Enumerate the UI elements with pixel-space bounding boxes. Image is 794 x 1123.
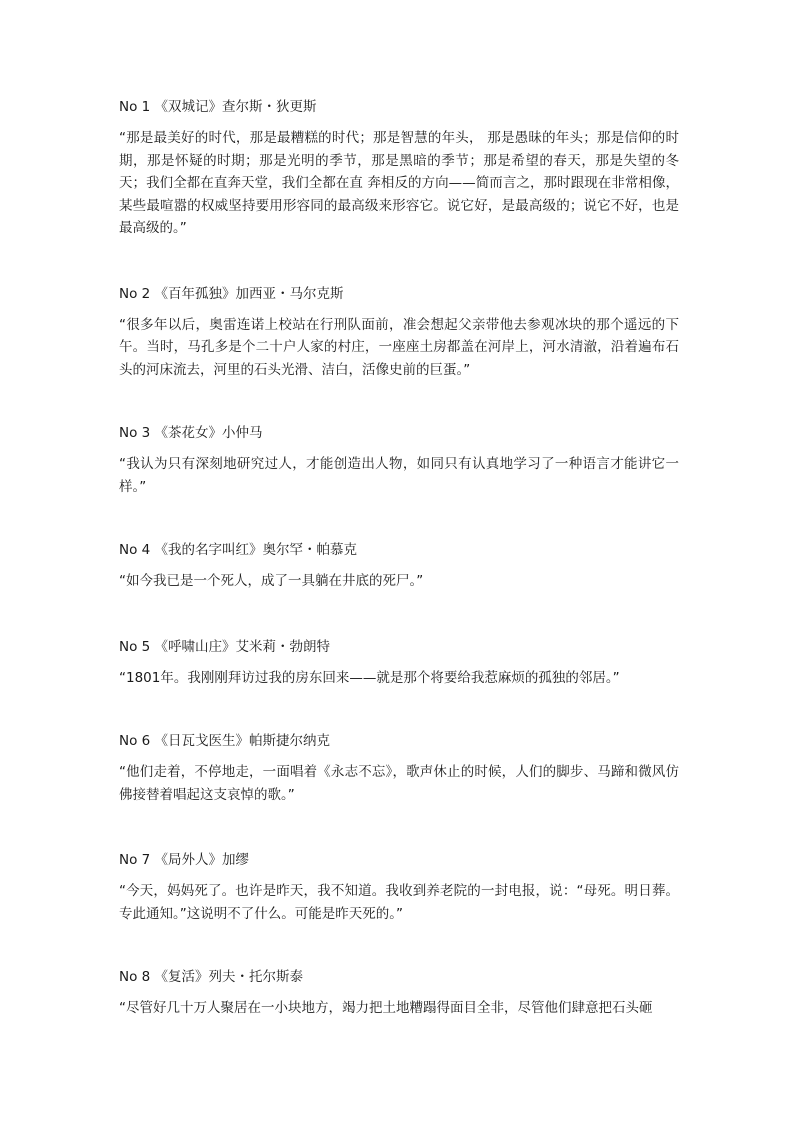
entry-quote: “我认为只有深刻地研究过人，才能创造出人物，如同只有认真地学习了一种语言才能讲它一样。” bbox=[119, 456, 679, 495]
entry-title: No 8 《复活》列夫・托尔斯泰 bbox=[119, 969, 304, 985]
entry-quote: “1801年。我刚刚拜访过我的房东回来——就是那个将要给我惹麻烦的孤独的邻居。” bbox=[119, 669, 620, 686]
entry-title: No 1 《双城记》查尔斯・狄更斯 bbox=[119, 99, 317, 115]
entry bbox=[119, 423, 679, 498]
entry-quote: “今天，妈妈死了。也许是昨天，我不知道。我收到养老院的一封电报，说：“母死。明日葬。专此通知。”这说明不了什么。可能是昨天死的。” bbox=[119, 883, 679, 922]
entry bbox=[119, 97, 679, 240]
entry bbox=[119, 967, 679, 1020]
entry-title: No 3 《茶花女》小仲马 bbox=[119, 425, 263, 441]
entry-quote: “那是最美好的时代，那是最糟糕的时代；那是智慧的年头， 那是愚昧的年头；那是信仰的时期，那是怀疑的时期；那是光明的季节，那是黑暗的季节；那是希望的春天，那是失望的冬天；我们全都在直奔天堂，我们全都在直 奔相反的方向——简而言之，那时跟现在非常相像，某些最喧嚣的权威坚持要用形容同的最高级来形容它。说它好，是最高级的；说它不好，也是最高级的。” bbox=[119, 130, 679, 236]
entry bbox=[119, 850, 679, 925]
entry-title: No 2 《百年孤独》加西亚・马尔克斯 bbox=[119, 285, 344, 302]
entry bbox=[119, 540, 679, 593]
entry bbox=[119, 731, 679, 806]
entry-title: No 7 《局外人》加缪 bbox=[119, 852, 250, 868]
entry-title: No 5 《呼啸山庄》艾米莉・勃朗特 bbox=[119, 638, 331, 655]
entry bbox=[119, 637, 679, 690]
document-page bbox=[119, 97, 679, 1020]
entry-quote: “如今我已是一个死人，成了一具躺在井底的死尸。” bbox=[119, 573, 424, 589]
entry bbox=[119, 284, 679, 382]
entry-quote: “很多年以后，奥雷连诺上校站在行刑队面前，准会想起父亲带他去参观冰块的那个遥远的下午。当时，马孔多是个二十户人家的村庄，一座座土房都盖在河岸上，河水清澈，沿着遍布石头的河床流去，河里的石头光滑、洁白，活像史前的巨蛋。” bbox=[119, 316, 679, 378]
entry-title: No 6 《日瓦戈医生》帕斯捷尔纳克 bbox=[119, 733, 331, 749]
entry-quote: “尽管好几十万人聚居在一小块地方，竭力把土地糟蹋得面目全非，尽管他们肆意把石头砸 bbox=[119, 1000, 653, 1016]
entry-title: No 4 《我的名字叫红》奥尔罕・帕慕克 bbox=[119, 542, 358, 558]
entry-quote: “他们走着，不停地走，一面唱着《永志不忘》，歌声休止的时候，人们的脚步、马蹄和微风仿佛接替着唱起这支哀悼的歌。” bbox=[119, 764, 679, 803]
